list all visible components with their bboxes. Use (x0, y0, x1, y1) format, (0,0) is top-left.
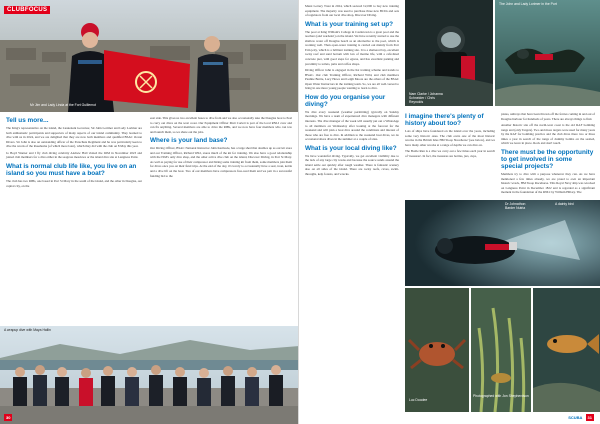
paragraph: The club has two RIBs, one based in Port St Mary in the south of the island, and the other in Douglas, our capital city, on the (6, 178, 142, 188)
photo-diver-torch (405, 200, 600, 286)
bottom-left-caption-2: Photographed with Jon Shepherdson (473, 394, 529, 398)
heading-club-life: What is normal club life like, you live on an island so you must have a boat? (6, 162, 137, 177)
right-column-1 (305, 4, 399, 179)
photo-seaweed (471, 288, 531, 412)
bottom-right-caption-2: A dainty bird (555, 202, 574, 206)
section-tag: CLUBFOCUS (4, 6, 50, 14)
photo-crab (405, 288, 469, 412)
paragraph: Members try to dive with a purpose whenever they can. As we have mentioned a few times already, we are proud to own an important historic wreck, HM Sloop Racehorse. This Royal Navy ship was wrecked on Langness Point in December 1822 and is regarded as a significant moment in the foundation of the RNLI by William Hillary. The (501, 171, 595, 195)
photo-diver-middle (405, 0, 493, 106)
heading-history: I imagine there's plenty of history about too? (405, 113, 484, 128)
crab-image (405, 288, 469, 412)
paragraph: We dive every weekend (weather permitting) typically on Sunday mornings. We have a team of experienced dive managers with different interests. The dive manager of the week will usually put out a WhatsApp to all members on Wednesday after looking at the forecast for the weekend and will plan a boat dive around the conditions and interest of those who are free to dive. In addition to the weekend boat dives, we do occasional shore dives in the summer at a couple of sites. (305, 109, 399, 142)
heading-special-projects: There must be the opportunity to get involved in some special projects? (501, 148, 594, 170)
left-page (0, 0, 299, 424)
top-photo-image (0, 0, 299, 112)
right-column-2 (405, 110, 495, 160)
left-column-2 (150, 116, 292, 180)
paragraph: The Bottle Run is a dive we carry out a few times each year in search of 'treasures'. In fact, the treasures are bottles, jars, cups, (405, 149, 495, 158)
right-page (301, 0, 600, 424)
left-folio (4, 415, 14, 420)
paragraph: plates, ashtrays that have been thrown off the ferries coming in and out of Douglas harbour for hundreds of years. There are always things to find. (501, 112, 595, 121)
diver-middle-image (405, 0, 493, 106)
photo-fish (533, 288, 600, 412)
right-column-3 (501, 112, 595, 197)
paragraph: Diving Officer John is engaged in the list training scheme and trends to BSAC. Our club Training Officer, Richard Wild, and club members Pauline Bertie, Lucy Howe and Leigh Moore are the others of the BSAC Open Water Instructors in the training team. So, we are all well-versed to bring in one more young people wanting to learn to dive. (305, 68, 399, 91)
mid-caption: Nam Clarke / Johanna Schneider / Chris Reynolds (409, 92, 443, 105)
bottom-left-caption-1: Luc Doodee (409, 398, 428, 402)
fish-image (533, 288, 600, 412)
page-number: 31 (587, 415, 592, 420)
bottom-photo-image (0, 326, 299, 424)
top-right-caption: The John and Lady Lorimer in the Port (499, 2, 557, 6)
left-column-1 (6, 114, 142, 190)
heading-local-diving: What is your local diving like? (305, 144, 397, 152)
bottom-right-caption-1: Dr Johnathon Barder Nutria (505, 202, 526, 211)
top-photo-caption: Mr Jim and Lady Linda at the Fort Guillemot (30, 103, 96, 107)
heading-training: What is your training set up? (305, 20, 394, 28)
paragraph: east side. This gives us two excellent bases to dive from and we also occasionally take the Douglas boat to Peel to carry out dives on the west coast. Our Equipment Officer Matt Corlett is part of the local RNLI crew and can fix anything. Several members are able to drive the RIBs, and we now have four members who can tow and launch them, so we share out the jobs. (150, 116, 293, 134)
paragraph: The pool at King William's College in Castletown is a great pool and the teachers (and wardens!) on the island. We have recently started to use the shallow water off Douglas beach as an alternative to the pool, which is working well. Then open-water training is carried out mainly from Port Erin jetty, which is a brilliant training site. It is a sheltered bay, excellent rocky reef and sand bottom with lots of marine life, with a café-lined concrete pier, with good steps for egress, and has excellent parking and proximity to toilets, pubs and coffee shops. (305, 29, 399, 66)
bottom-photo-caption: A wrapup dive with Maya Hallin (4, 328, 51, 332)
paragraph: Another historic site off the north-west coast is the old RAF bombing range and (only Targets). Two and more targets were used for many years by the RAF for bombing practice and the club dives there two or three times a year in search of the range of dummy bombs on the seabed, which we leave in place. Rock and don't touch. (501, 123, 595, 146)
photo-underwater-top-right (495, 0, 600, 106)
paragraph: Our Diving Officer, BSAC National Instructor John Kermode, has a large shed that doubles up as our kit store and our Training Officer, Richard Wild, stores much of the kit for training. We also have a good relationship with the ISM's only dive shop, and the other active dive club on the island, Discover Diving, in Port St Mary. As well as paying for use of their compressor and hiring some training kit from them, some members join them for dives once you on their fund trips. At the end of the day, it's lovely to occasionally have a seal, trout, kettle and a dive lift on the boat. Two of our members have compressors free-reed them and we pair in a successful funding bid to the (150, 146, 292, 178)
paragraph: The King's representative on the island, the Lieutenant Governor, Sir John Lorimer and Lady Lorimer are both enthusiastic participants and supporters of many aspects of our island community. They learned to dive with us in 2024, and we are delighted that they are now both members and qualified BSAC Ocean Divers. Sir John is also an outstanding officer of the Parachute Regiment and he was particularly keen to dive the wreck of the Rosehome (of which more later), which they did with the club on 8 May this year. (6, 126, 142, 149)
paragraph: Manx Lottery Trust in 2024, which secured £2,000 to buy new training equipment. The majority was used to purchase three new BCDs and sets of regulators from our local dive shop, Discover Diving. (305, 4, 399, 18)
paragraph: Jo Boyd Warner and I fly club diving celebrity Andrew Hall visited the IOM in November 2023 and joined club members for a dive either in the seagrass meadows or the island dive site at Langness Point. (6, 150, 142, 160)
heading-tell-us-more: Tell us more... (6, 117, 49, 124)
bottom-photo (0, 326, 299, 424)
paragraph: Lots of ships have foundered on the island over the years, including some very historic ones. The club owns one of the most historic wrecks in the British Isles HM Sloop 'Racehorse' (see below), and we have many other wrecks at a range of depths we can dive on. (405, 129, 495, 147)
right-folio (568, 415, 596, 420)
heading-land-base: Where is your land base? (150, 137, 228, 145)
magazine-brand: SCUBA (568, 415, 583, 420)
diver-torch-image (405, 200, 600, 286)
heading-organise-diving: How do you organise your diving? (305, 93, 386, 108)
top-photo (0, 0, 299, 112)
page-number: 30 (6, 415, 11, 420)
paragraph: We have wonderful diving. Typically, we get excellent visibility due to the lack of any large city towns and because the source sands around the island settle out quickly after rough weather. There is fantastic scenery also on all sides of the island. There are rocky reefs, caves, swim-throughs, kelp forests, and wrecks. (305, 153, 399, 176)
underwater-top-right-image (495, 0, 600, 106)
